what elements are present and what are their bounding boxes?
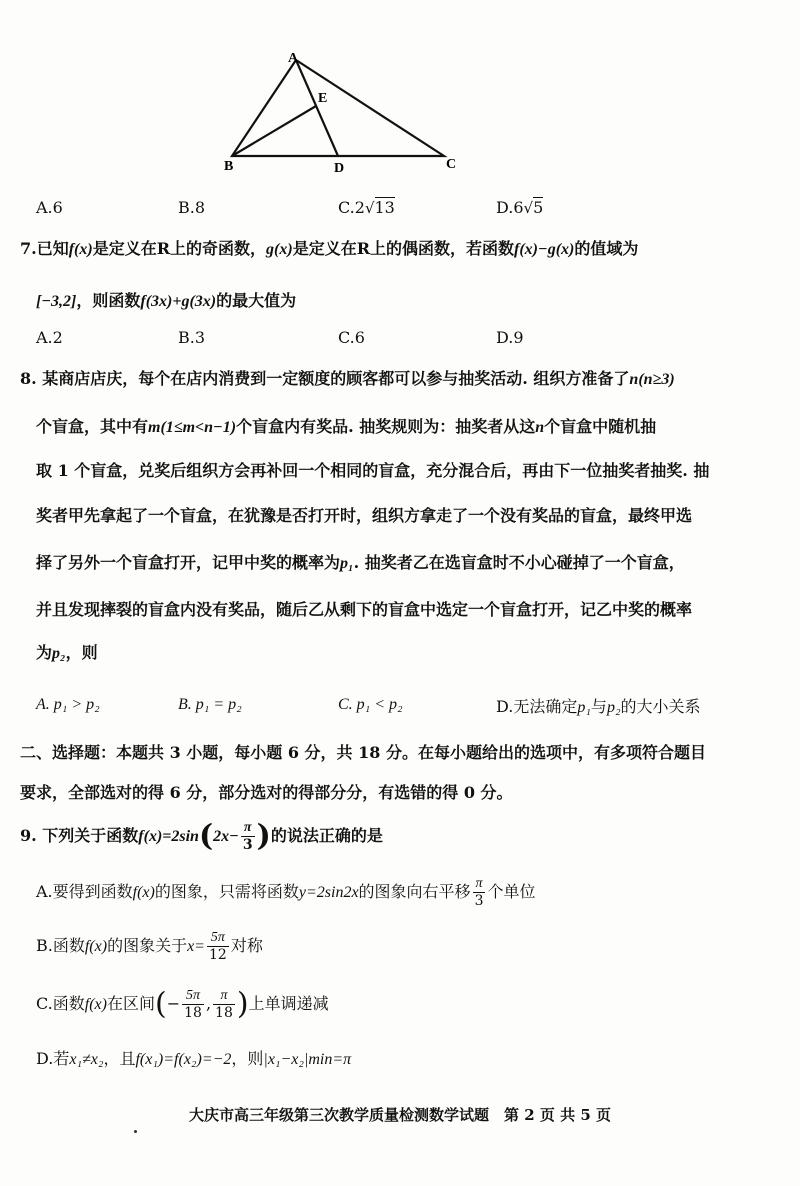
q8-option-d[interactable]: D.无法确定p₁与p₂的大小关系 [496, 697, 701, 716]
q8-line5: 择了另外一个盲盒打开，记甲中奖的概率为p₁. 抽奖者乙在选盲盒时不小心碰掉了一个盲盒， [36, 553, 685, 572]
q7-option-b[interactable]: B.3 [178, 328, 206, 347]
q8-option-a[interactable]: A. p₁ > p₂ [36, 696, 100, 713]
q8-line7: 为p₂，则 [36, 643, 98, 662]
triangle-figure [210, 40, 470, 180]
q9-option-b[interactable]: B.函数f(x)的图象关于x= $\frac{5\pi}{12}$ 对称 [36, 930, 263, 963]
label-B: B [224, 159, 234, 174]
label-D: D [334, 161, 345, 176]
q6-option-a[interactable]: A.6 [36, 198, 63, 217]
q9-option-d[interactable]: D.若x₁≠x₂，且f(x₁)=f(x₂)=−2，则|x₁−x₂|min=π [36, 1049, 352, 1068]
q9-option-c[interactable]: C.函数f(x)在区间(− $\frac{5\pi}{18}$ , $\frac{\pi}{18}$ )上单调递减 [36, 986, 329, 1022]
q7-option-d[interactable]: D.9 [496, 328, 524, 347]
q6-option-b[interactable]: B.8 [178, 198, 206, 217]
q7-stem-line2: [−3,2]，则函数f(3x)+g(3x)的最大值为 [36, 291, 297, 310]
q8-option-c[interactable]: C. p₁ < p₂ [338, 696, 403, 713]
q8-line2: 个盲盒，其中有m(1≤m<n−1)个盲盒内有奖品. 抽奖规则为：抽奖者从这n个盲盒中随机抽 [36, 417, 657, 436]
q6-option-d[interactable]: D.6√5 [496, 198, 544, 217]
q9-stem: 9. 下列关于函数f(x)=2sin(2x− $\frac{\pi}{3}$ )的说法正确的是 [20, 818, 383, 854]
q8-line4: 奖者甲先拿起了一个盲盒，在犹豫是否打开时，组织方拿走了一个没有奖品的盲盒，最终甲选 [36, 506, 693, 525]
q8-line6: 并且发现摔裂的盲盒内没有奖品，随后乙从剩下的盲盒中选定一个盲盒打开，记乙中奖的概率 [36, 600, 693, 619]
q7-option-c[interactable]: C.6 [338, 328, 365, 347]
q8-option-b[interactable]: B. p₁ = p₂ [178, 696, 242, 713]
section2-heading-line1: 二、选择题：本题共 3 小题，每小题 6 分，共 18 分。在每小题给出的选项中，有多项符合题目 [20, 743, 706, 762]
label-C: C [446, 157, 457, 172]
q7-option-a[interactable]: A.2 [36, 328, 63, 347]
q7-stem-line1: 7.已知f(x)是定义在R上的奇函数，g(x)是定义在R上的偶函数，若函数f(x)−g(x)的值域为 [20, 239, 639, 258]
section2-heading-line2: 要求，全部选对的得 6 分，部分选对的得部分分，有选错的得 0 分。 [20, 783, 513, 802]
q8-line1: 8. 某商店店庆，每个在店内消费到一定额度的顾客都可以参与抽奖活动. 组织方准备了n(n≥3) [20, 369, 675, 388]
speck-dot [134, 1130, 137, 1133]
label-E: E [318, 91, 328, 106]
page-footer: 大庆市高三年级第三次教学质量检测数学试题 第 2 页 共 5 页 [189, 1106, 611, 1124]
triangle-outline [232, 60, 444, 156]
segment-BE [232, 106, 316, 156]
q6-option-c[interactable]: C.2√13 [338, 198, 395, 217]
q9-option-a[interactable]: A.要得到函数f(x)的图象，只需将函数y=2sin2x的图象向右平移 $\frac{\pi}{3}$ 个单位 [36, 876, 536, 909]
q8-line3: 取 1 个盲盒，兑奖后组织方会再补回一个相同的盲盒，充分混合后，再由下一位抽奖者抽奖. 抽 [36, 461, 710, 480]
label-A: A [288, 51, 299, 66]
